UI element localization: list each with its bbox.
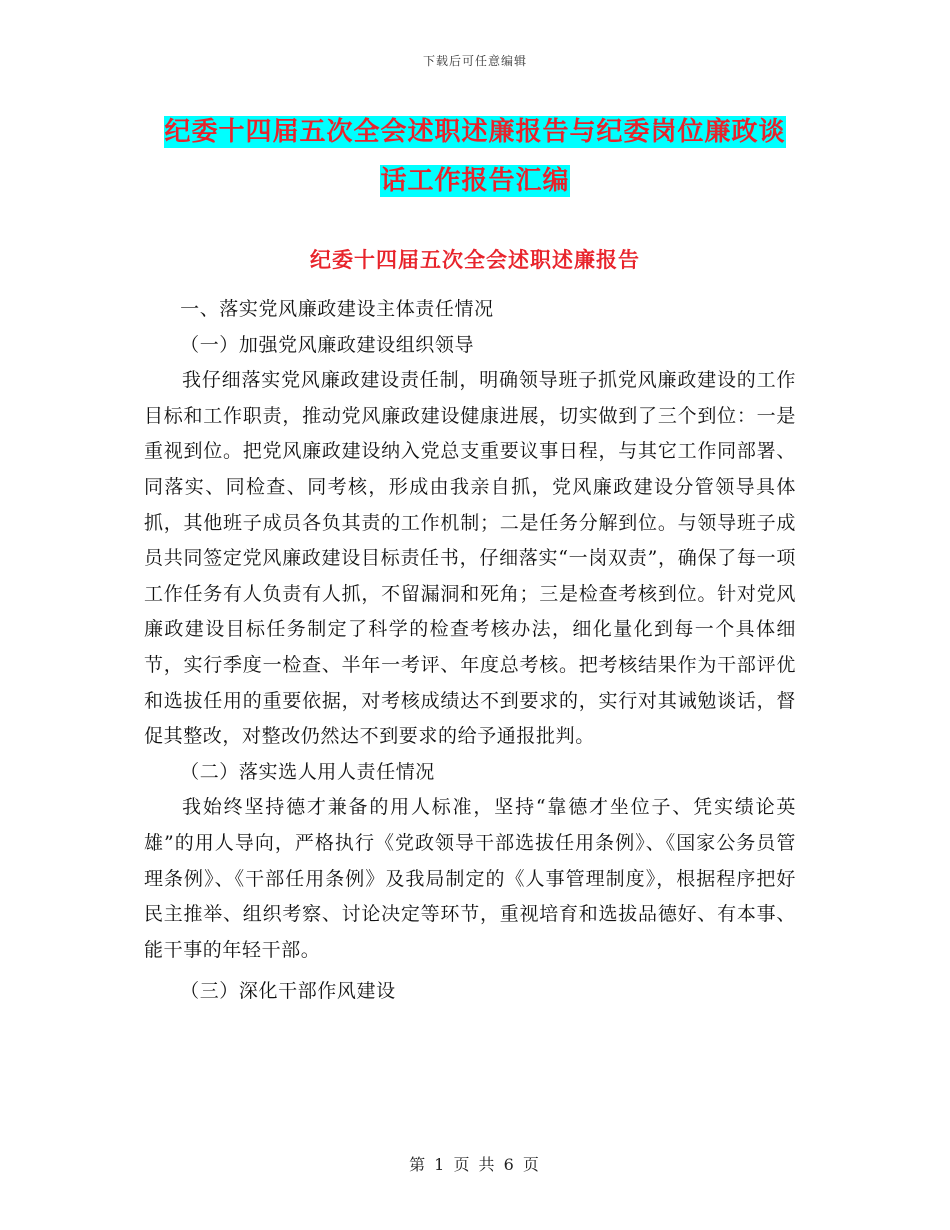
- section-title: 纪委十四届五次全会述职述廉报告: [310, 247, 640, 272]
- body-paragraph: 我始终坚持德才兼备的用人标准，坚持“靠德才坐位子、凭实绩论英雄”的用人导向，严格执行《党政领导干部选拔任用条例》、《国家公务员管理条例》、《干部任用条例》及我局制定的《人事管理制度》，根据程序把好民主推举、组织考察、讨论决定等环节，重视培育和选拔品德好、有本事、能干事的年轻干部。: [144, 796, 796, 961]
- document-body: [144, 292, 796, 1010]
- heading-level-2: （二）落实选人用人责任情况: [180, 760, 435, 783]
- document-title: [0, 108, 950, 206]
- title-line-2: 话工作报告汇编: [380, 166, 570, 196]
- heading-level-1: 一、落实党风廉政建设主体责任情况: [180, 298, 494, 320]
- header-note: 下载后可任意编辑: [422, 54, 527, 68]
- body-paragraph: 我仔细落实党风廉政建设责任制，明确领导班子抓党风廉政建设的工作目标和工作职责，推动党风廉政建设健康进展，切实做到了三个到位：一是重视到位。把党风廉政建设纳入党总支重要议事日程，与其它工作同部署、同落实、同检查、同考核，形成由我亲自抓，党风廉政建设分管领导具体抓，其他班子成员各负其责的工作机制；二是任务分解到位。与领导班子成员共同签定党风廉政建设目标责任书，仔细落实“一岗双责”，确保了每一项工作任务有人负责有人抓，不留漏洞和死角；三是检查考核到位。针对党风廉政建设目标任务制定了科学的检查考核办法，细化量化到每一个具体细节，实行季度一检查、半年一考评、年度总考核。把考核结果作为干部评优和选拔任用的重要依据，对考核成绩达不到要求的，实行对其诫勉谈话，督促其整改，对整改仍然达不到要求的给予通报批判。: [144, 369, 796, 748]
- title-line-1: 纪委十四届五次全会述职述廉报告与纪委岗位廉政谈: [164, 117, 786, 147]
- heading-level-2: （三）深化干部作风建设: [180, 980, 396, 1003]
- heading-level-2: （一）加强党风廉政建设组织领导: [180, 333, 475, 356]
- page-number: 第 1 页 共 6 页: [409, 1155, 541, 1174]
